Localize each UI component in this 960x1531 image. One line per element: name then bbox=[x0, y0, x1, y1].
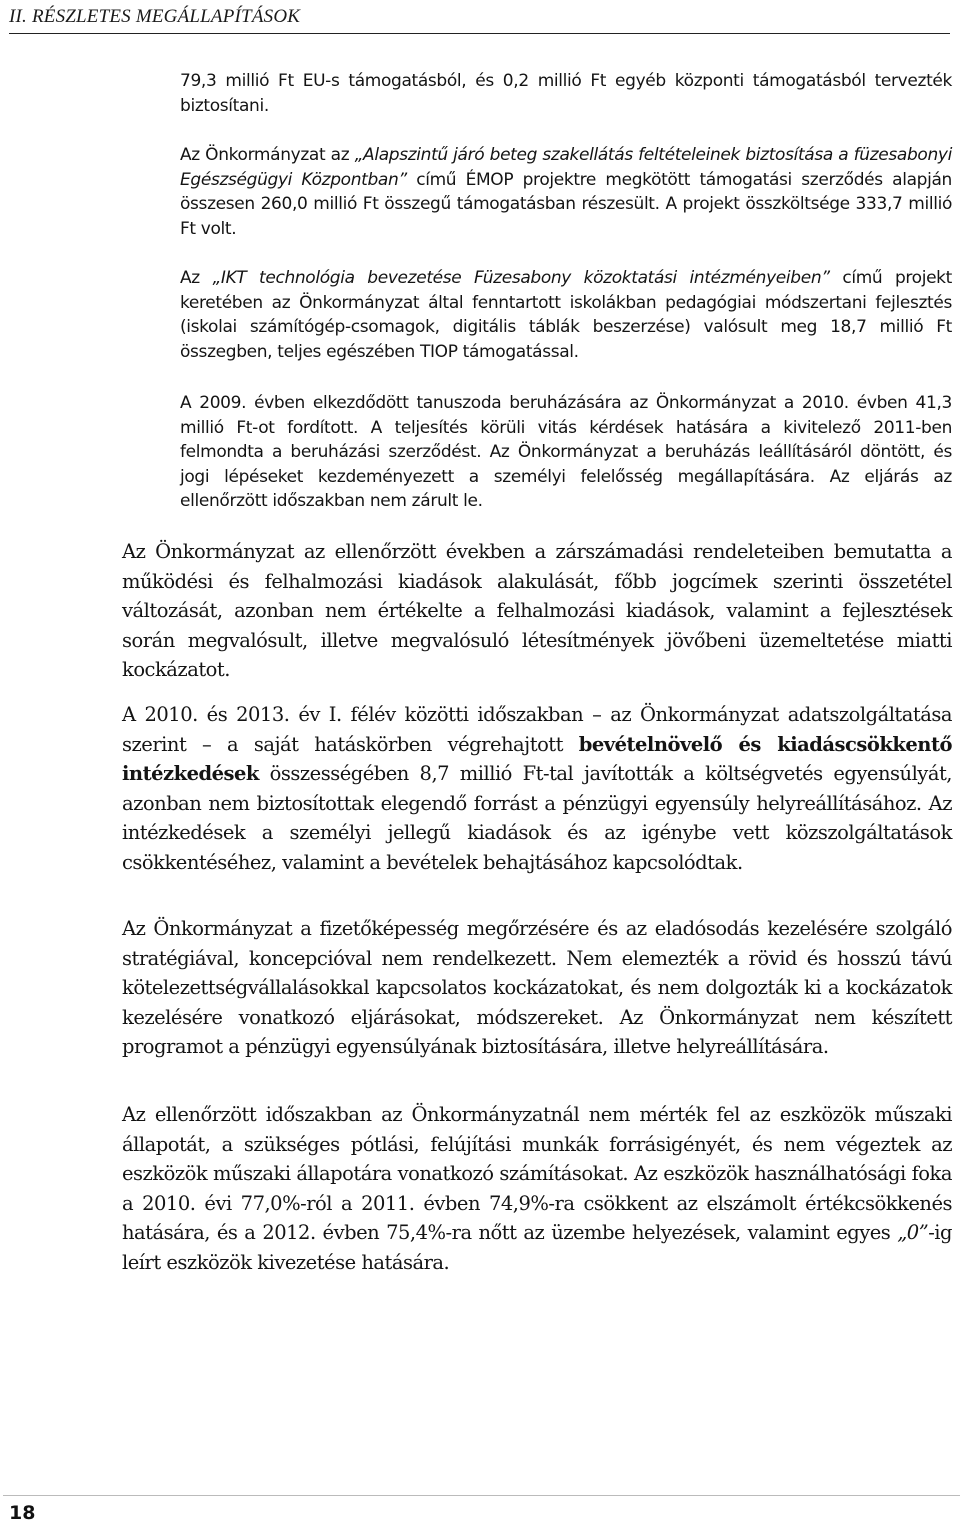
paragraph-asset-condition bbox=[122, 1100, 952, 1277]
paragraph-text: című ÉMOP projektre megkötött támogatási szerződés alapján összesen 260,0 millió Ft összegű támogatásban részesült. A projekt összköltsége 333,7 millió Ft volt. bbox=[180, 169, 952, 239]
paragraph-text: Az bbox=[180, 268, 213, 288]
bold-phrase-measures: bevételnövelő és kiadáscsökkentő intézkedések bbox=[122, 732, 952, 785]
paragraph-text: összességében 8,7 millió Ft-tal javították a költségvetés egyensúlyát, azonban nem biztosítottak elegendő forrást a pénzügyi egyensúly helyreállításához. Az intézkedések a személyi jellegű kiadások és az igénybe vett közszolgáltatások csökkentéséhez, valamint a bevételek behajtásához kapcsolódtak. bbox=[122, 762, 952, 874]
project-title-health-center: „Alapszintű járó beteg szakellátás feltételeinek biztosítása a füzesabonyi Egészségügyi Központban” bbox=[180, 145, 952, 190]
paragraph-solvency-strategy: Az Önkormányzat a fizetőképesség megőrzésére és az eladósodás kezelésére szolgáló stratégiával, koncepcióval nem rendelkezett. Nem elemezték a rövid és hosszú távú kötelezettségvállalásokkal kapcsolatos kockázatokat, és nem dolgozták ki a kockázatok kezelésére vonatkozó eljárásokat, módszereket. Az Önkormányzat nem készített programot a pénzügyi egyensúlyának biztosítására, illetve helyreállítására. bbox=[122, 917, 952, 1058]
paragraph-text: című projekt keretében az Önkormányzat által fenntartott iskolákban pedagógiai módszertani fejlesztés (iskolai számítógép-csomagok, digitális táblák beszerzése) valósult meg 18,7 millió Ft összegben, teljes egészében TIOP támogatással. bbox=[180, 268, 952, 362]
italic-zero: „0” bbox=[897, 1221, 929, 1244]
paragraph-text: A 2010. és 2013. év I. félév közötti időszakban – az Önkormányzat adatszolgáltatása szerint – a saját hatáskörben végrehajtott bbox=[122, 703, 952, 756]
paragraph-closing-accounts: Az Önkormányzat az ellenőrzött években a zárszámadási rendeleteiben bemutatta a működési és felhalmozási kiadások alakulását, főbb jogcímek szerinti összetétel változását, azonban nem értékelte a felhalmozási kiadások, valamint a fejlesztések során megvalósult, illetve megvalósuló létesítmények jövőbeni üzemeltetése miatti kockázatot. bbox=[122, 540, 952, 681]
page-number: 18 bbox=[9, 1502, 36, 1524]
paragraph-health-center-project bbox=[180, 143, 952, 241]
paragraph-ikt-project bbox=[180, 266, 952, 364]
paragraph-text: Az Önkormányzat az bbox=[180, 145, 355, 165]
running-header bbox=[9, 2, 950, 34]
paragraph-eu-funding: 79,3 millió Ft EU-s támogatásból, és 0,2 millió Ft egyéb központi támogatásból tervezték biztosítani. bbox=[180, 71, 952, 116]
paragraph-swimming-pool: A 2009. évben elkezdődött tanuszoda beruházására az Önkormányzat a 2010. évben 41,3 millió Ft-ot fordított. A teljesítés körüli vitás kérdések hatására a kivitelező 2011-ben felmondta a beruházási szerződést. Az Önkormányzat a beruházás leállításáról döntött, és jogi lépéseket kezdeményezett a személyi felelősség megállapítására. Az eljárás az ellenőrzött időszakban nem zárult le. bbox=[180, 393, 952, 511]
paragraph-text: -ig leírt eszközök kivezetése hatására. bbox=[122, 1221, 952, 1274]
section-title: II. RÉSZLETES MEGÁLLAPÍTÁSOK bbox=[9, 6, 301, 27]
paragraph-measures bbox=[122, 700, 952, 877]
project-title-ikt: „IKT technológia bevezetése Füzesabony közoktatási intézményeiben” bbox=[212, 268, 830, 288]
paragraph-text: Az ellenőrzött időszakban az Önkormányzatnál nem mérték fel az eszközök műszaki állapotát, a szükséges pótlási, felújítási munkák forrásigényét, és nem végeztek az eszközök műszaki állapotára vonatkozó számításokat. Az eszközök használhatósági foka a 2010. évi 77,0%-ról a 2011. évben 74,9%-ra csökkent az elszámolt értékcsökkenés hatására, és a 2012. évben 75,4%-ra nőtt az üzembe helyezések, valamint egyes bbox=[122, 1103, 952, 1244]
footer-divider bbox=[3, 1495, 960, 1496]
